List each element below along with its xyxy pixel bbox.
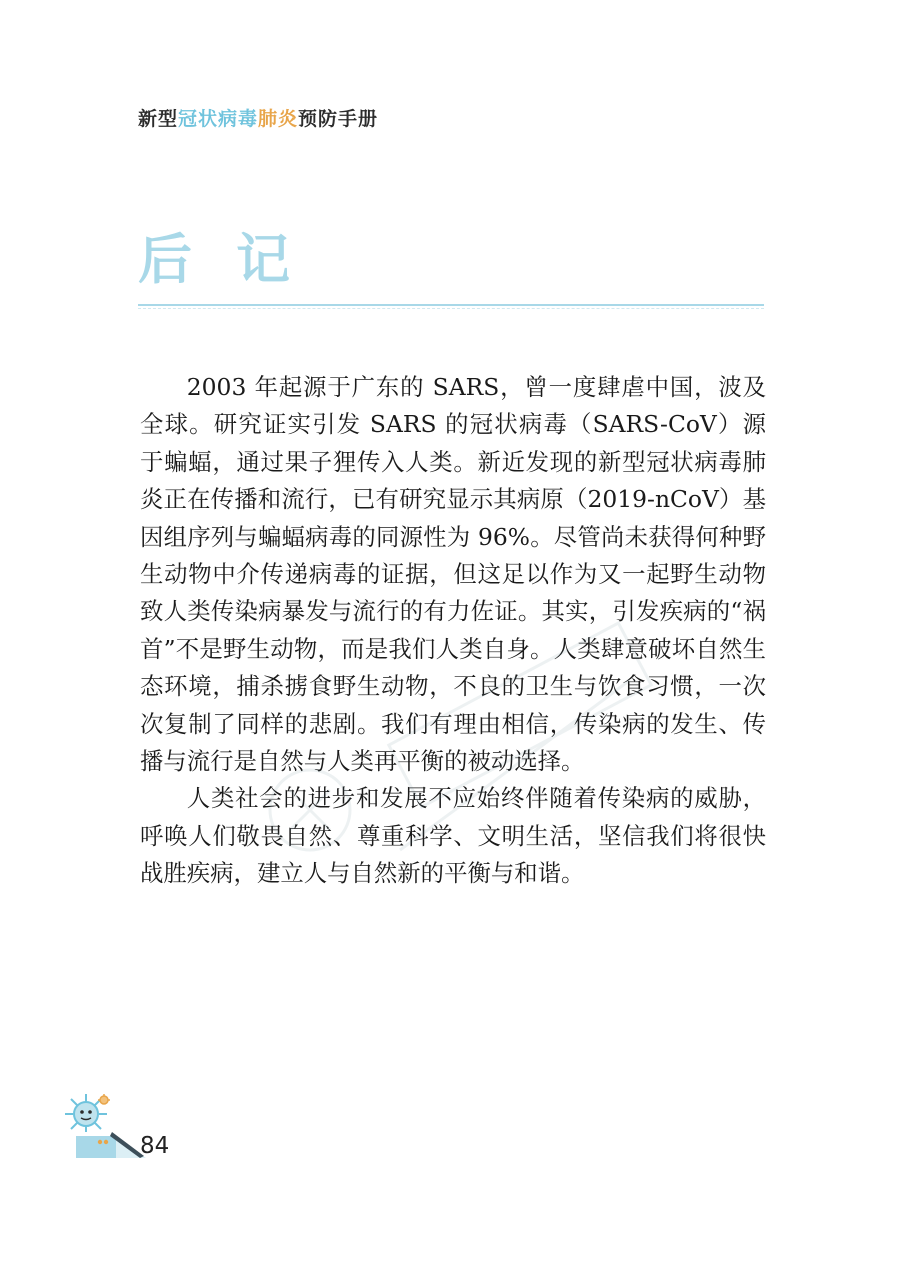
header-part-2: 冠状病毒 (178, 108, 259, 130)
page-number: 84 (140, 1133, 170, 1159)
title-divider-dashed (138, 308, 764, 309)
chapter-title: 后记 (138, 228, 334, 291)
header-part-1: 新型 (138, 108, 179, 130)
header-part-3: 肺炎 (258, 108, 299, 130)
paragraph-2: 人类社会的进步和发展不应始终伴随着传染病的威胁，呼唤人们敬畏自然、尊重科学、文明生活，坚信我们将很快战胜疾病，建立人与自然新的平衡与和谐。 (140, 784, 766, 888)
virus-decoration-icon (60, 1092, 150, 1164)
running-header (138, 104, 378, 131)
paragraph-1: 2003 年起源于广东的 SARS，曾一度肆虐中国，波及全球。研究证实引发 SARS 的冠状病毒（SARS-CoV）源于蝙蝠，通过果子狸传入人类。新近发现的新型冠状病毒肺炎正在传播和流行，已有研究显示其病原（2019-nCoV）基因组序列与蝙蝠病毒的同源性为 96%。尽管尚未获得何种野生动物中介传递病毒的证据，但这足以作为又一起野生动物致人类传染病暴发与流行的有力佐证。其实，引发疾病的“祸首”不是野生动物，而是我们人类自身。人类肆意破坏自然生态环境，捕杀掳食野生动物，不良的卫生与饮食习惯，一次次复制了同样的悲剧。我们有理由相信，传染病的发生、传播与流行是自然与人类再平衡的被动选择。 (140, 373, 766, 776)
body-text (140, 369, 766, 893)
header-part-4: 预防手册 (298, 108, 379, 130)
title-divider (138, 304, 764, 306)
